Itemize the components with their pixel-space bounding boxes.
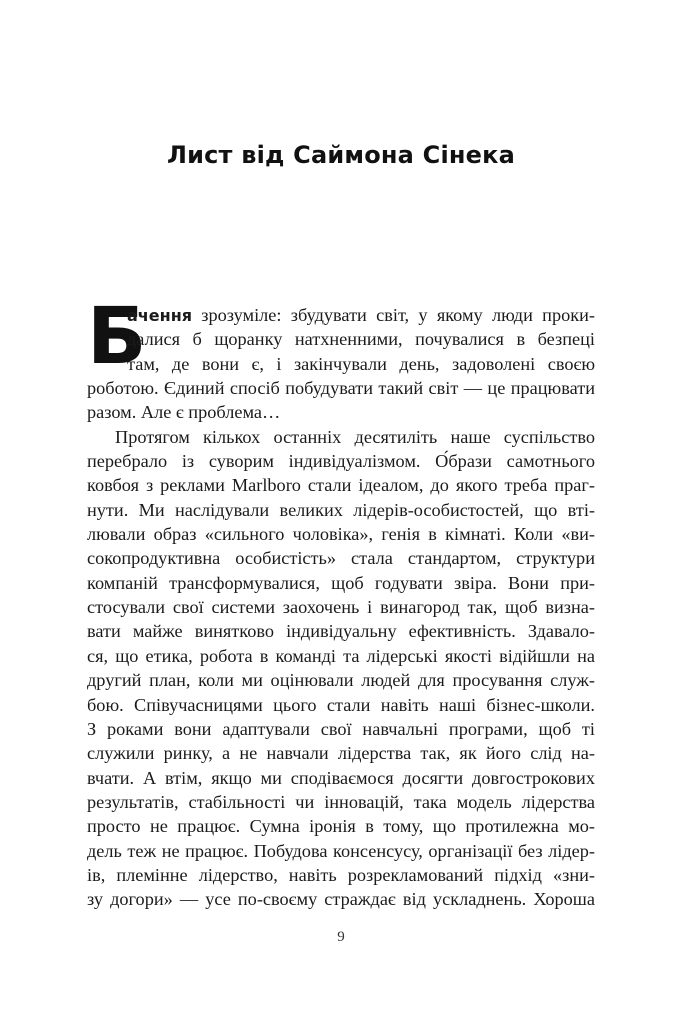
- text-line: сокопродуктивна особистість» стала стандартом, структури: [87, 548, 595, 569]
- page-number: 9: [337, 929, 345, 945]
- text-line: лювали образ «сильного чоловіка», генія в кімнаті. Коли «ви-: [87, 524, 595, 545]
- line1-text: зрозуміле: збудувати світ, у якому люди проки-: [192, 305, 595, 325]
- text-line: вати майже винятково індивідуальну ефективність. Здавало-: [87, 621, 595, 642]
- lead-word: ачення: [127, 306, 193, 325]
- paragraph-start-line: Протягом кількох останніх десятиліть наше суспільство: [115, 426, 595, 447]
- chapter-title: Лист від Саймона Сінека: [166, 141, 516, 169]
- text-line: компаній трансформувалися, щоб годувати звіра. Вони при-: [87, 572, 595, 593]
- text-line: результатів, стабільності чи інновацій, така модель лідерства: [87, 791, 595, 812]
- text-line: нути. Ми наслідували великих лідерів-особистостей, що вті-: [87, 499, 595, 520]
- text-line: ся, що етика, робота в команді та лідерські якості відійшли на: [87, 645, 595, 666]
- text-line: далися б щоранку натхненними, почувалися в безпеці: [127, 329, 595, 350]
- text-line: там, де вони є, і закінчували день, задоволені своєю: [127, 353, 595, 374]
- text-line: стосували свої системи заохочень і винагород так, щоб визна-: [87, 597, 595, 618]
- body-text: [87, 303, 595, 912]
- text-line: вчати. А втім, якщо ми сподіваємося досягти довгострокових: [87, 767, 595, 788]
- text-line: ів, племінне лідерство, навіть розрекламований підхід «зни-: [87, 864, 595, 885]
- text-line: З роками вони адаптували свої навчальні програми, щоб ті: [87, 718, 595, 739]
- text-line: бою. Співучасницями цього стали навіть наші бізнес-школи.: [87, 694, 595, 715]
- text-line: зу догори» — усе по-своєму страждає від ускладнень. Хороша: [87, 889, 595, 910]
- text-line: разом. Але є проблема…: [87, 402, 281, 423]
- text-line: роботою. Єдиний спосіб побудувати такий світ — це працювати: [87, 378, 595, 399]
- text-line: служили ринку, а не навчали лідерства так, як його слід на-: [87, 743, 595, 764]
- drop-cap-letter: Б: [87, 292, 147, 382]
- text-line: просто не працює. Сумна іронія в тому, що протилежна мо-: [87, 816, 595, 837]
- text-line: [87, 303, 595, 327]
- text-line: перебрало із суворим індивідуалізмом. О́брази самотнього: [87, 451, 595, 472]
- text-line: другий план, коли ми оцінювали людей для просування служ-: [87, 670, 595, 691]
- text-line: ковбоя з реклами Marlboro стали ідеалом, до якого треба праг-: [87, 475, 595, 496]
- text-line: дель теж не працює. Побудова консенсусу, організації без лідер-: [87, 840, 595, 861]
